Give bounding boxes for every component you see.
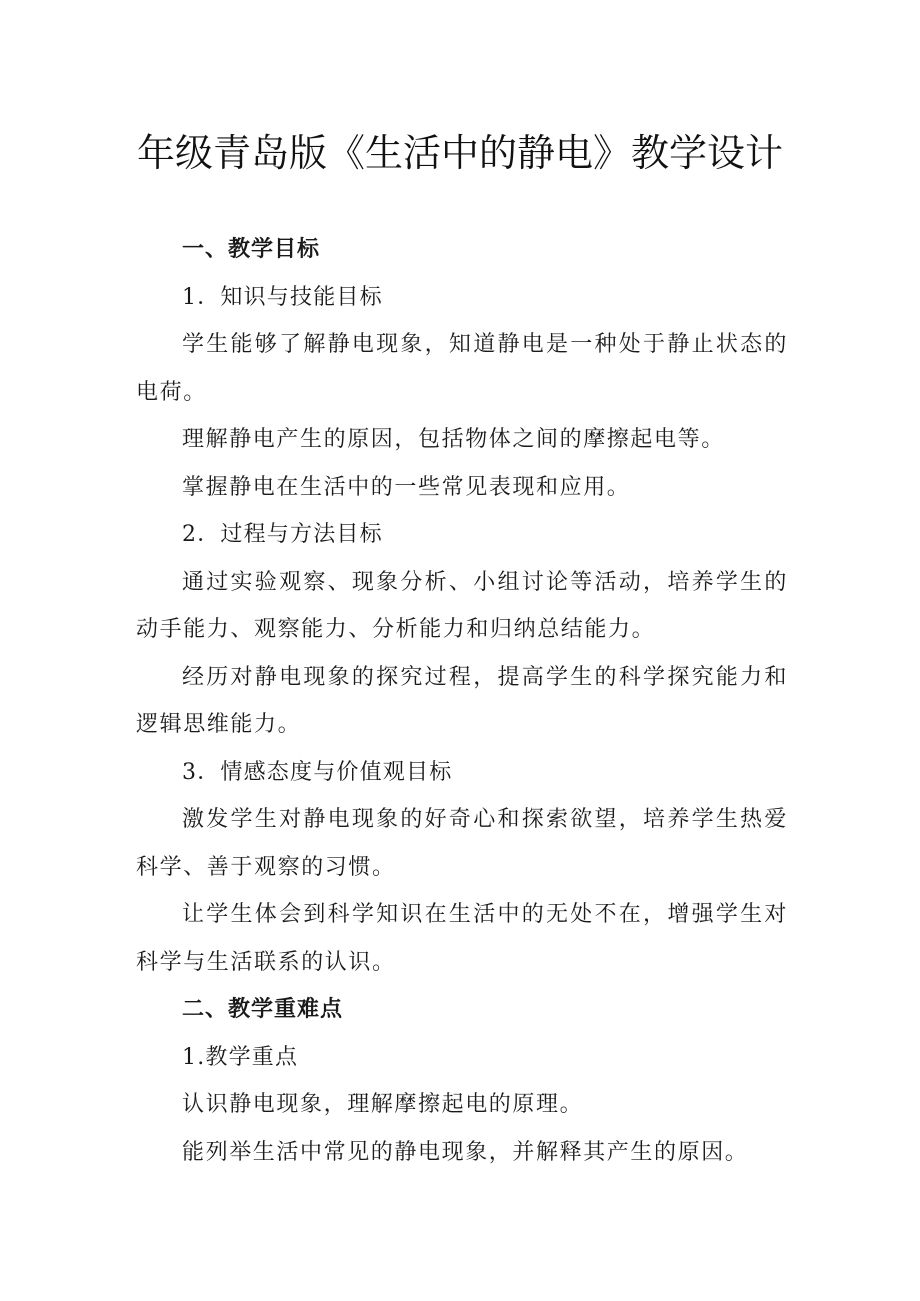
paragraph: 让学生体会到科学知识在生活中的无处不在，增强学生对科学与生活联系的认识。 <box>136 902 788 975</box>
subsection-heading-emotion-values: 3．情感态度与价值观目标 <box>182 759 453 785</box>
section-heading-teaching-goals: 一、教学目标 <box>182 237 321 262</box>
paragraph: 学生能够了解静电现象，知道静电是一种处于静止状态的电荷。 <box>136 332 788 405</box>
paragraph: 激发学生对静电现象的好奇心和探索欲望，培养学生热爱科学、善于观察的习惯。 <box>136 807 788 880</box>
paragraph: 掌握静电在生活中的一些常见表现和应用。 <box>182 474 631 500</box>
subsection-heading-knowledge-skills: 1．知识与技能目标 <box>182 284 383 310</box>
section-heading-key-difficult-points: 二、教学重难点 <box>182 997 344 1022</box>
paragraph: 通过实验观察、现象分析、小组讨论等活动，培养学生的动手能力、观察能力、分析能力和归纳总结能力。 <box>136 569 788 642</box>
document-title: 年级青岛版《生活中的静电》教学设计 <box>136 131 783 175</box>
document-body <box>136 226 788 1176</box>
subsection-heading-teaching-focus: 1.教学重点 <box>182 1044 299 1070</box>
paragraph: 经历对静电现象的探究过程，提高学生的科学探究能力和逻辑思维能力。 <box>136 664 788 737</box>
paragraph: 认识静电现象，理解摩擦起电的原理。 <box>182 1092 584 1117</box>
subsection-heading-process-methods: 2．过程与方法目标 <box>182 522 383 547</box>
paragraph: 能列举生活中常见的静电现象，并解释其产生的原因。 <box>182 1139 749 1165</box>
paragraph: 理解静电产生的原因，包括物体之间的摩擦起电等。 <box>182 427 725 452</box>
